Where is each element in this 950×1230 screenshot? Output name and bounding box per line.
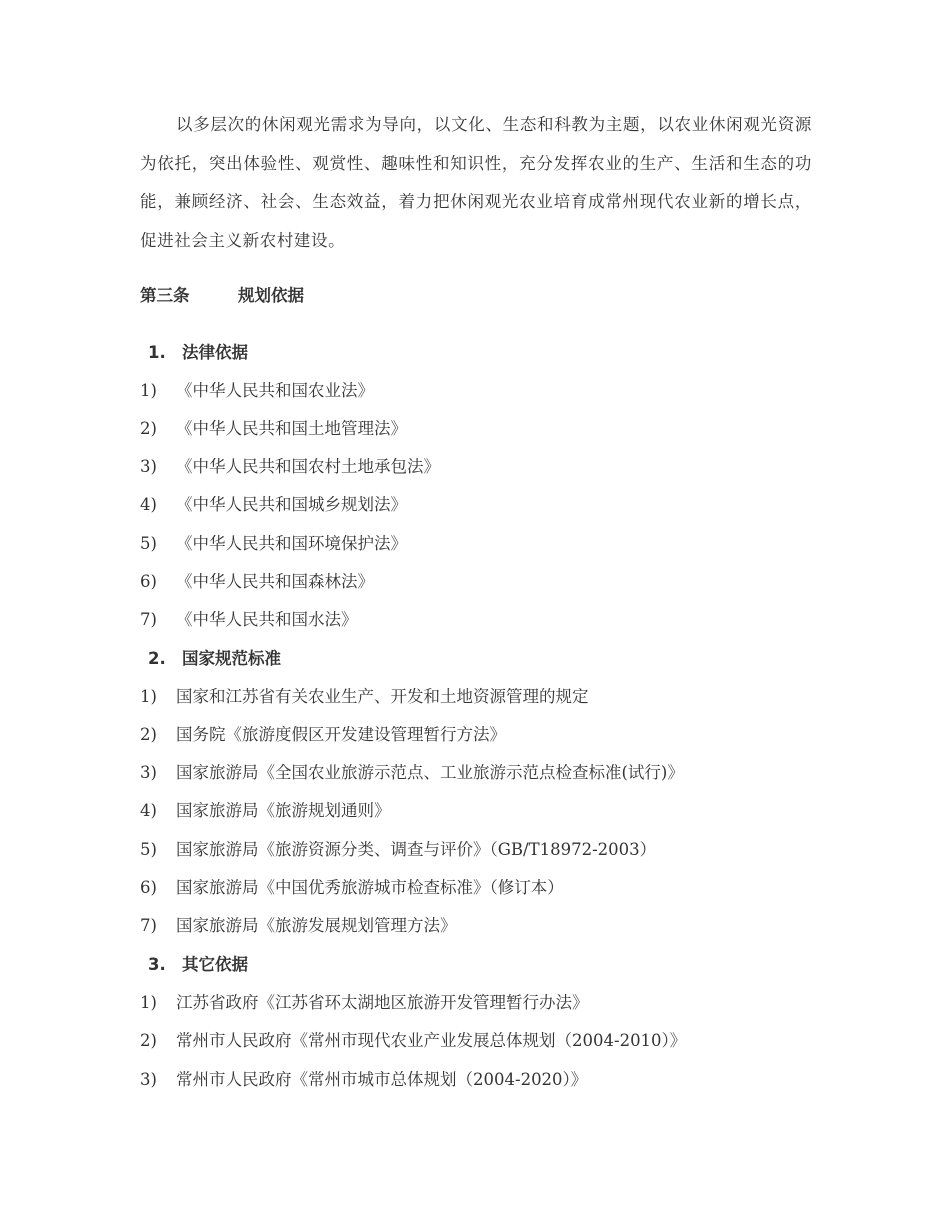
list-item: [140, 759, 684, 787]
item-text: 国家旅游局《旅游资源分类、调查与评价》（GB/T18972-2003）: [176, 840, 657, 859]
item-index: 1): [140, 687, 157, 706]
list-item: [140, 491, 407, 519]
item-text: 《中华人民共和国森林法》: [176, 572, 374, 591]
item-index: 4): [140, 495, 157, 514]
article-heading: [140, 282, 304, 310]
list-item: [140, 721, 506, 749]
item-text: 国家旅游局《全国农业旅游示范点、工业旅游示范点检查标准(试行)》: [176, 763, 684, 782]
item-text: 国务院《旅游度假区开发建设管理暂行方法》: [176, 725, 506, 744]
item-text: 《中华人民共和国农业法》: [176, 381, 374, 400]
article-number: 第三条: [140, 286, 190, 305]
item-index: 2): [140, 1031, 157, 1050]
item-index: 1): [140, 381, 157, 400]
item-index: 1): [140, 993, 157, 1012]
item-index: 5): [140, 534, 157, 553]
article-title: 规划依据: [238, 286, 304, 305]
item-text: 《中华人民共和国水法》: [176, 610, 358, 629]
list-item: [140, 989, 589, 1017]
item-index: 6): [140, 878, 157, 897]
section-index: 2.: [148, 649, 166, 668]
section-title: 其它依据: [182, 955, 248, 974]
item-text: 常州市人民政府《常州市城市总体规划（2004-2020）》: [176, 1070, 588, 1089]
item-index: 3): [140, 1070, 157, 1089]
item-text: 《中华人民共和国环境保护法》: [176, 534, 407, 553]
item-text: 《中华人民共和国土地管理法》: [176, 419, 407, 438]
item-index: 3): [140, 457, 157, 476]
section-heading-standards: [148, 645, 281, 673]
section-heading-legal: [148, 339, 248, 367]
item-text: 国家旅游局《旅游规划通则》: [176, 801, 391, 820]
list-item: [140, 1027, 686, 1055]
item-index: 7): [140, 916, 157, 935]
list-item: [140, 874, 564, 902]
intro-paragraph: 以多层次的休闲观光需求为导向，以文化、生态和科教为主题，以农业休闲观光资源为依托，突出体验性、观赏性、趣味性和知识性，充分发挥农业的生产、生活和生态的功能，兼顾经济、社会、生态效益，着力把休闲观光农业培育成常州现代农业新的增长点，促进社会主义新农村建设。: [140, 115, 812, 250]
item-text: 常州市人民政府《常州市现代农业产业发展总体规划（2004-2010）》: [176, 1031, 687, 1050]
list-item: [140, 453, 440, 481]
item-index: 3): [140, 763, 157, 782]
list-item: [140, 836, 656, 864]
section-index: 1.: [148, 343, 166, 362]
list-item: [140, 530, 407, 558]
section-heading-other: [148, 951, 248, 979]
list-item: [140, 912, 457, 940]
list-item: [140, 415, 407, 443]
list-item: [140, 377, 374, 405]
item-index: 4): [140, 801, 157, 820]
list-item: [140, 797, 391, 825]
item-index: 2): [140, 419, 157, 438]
item-index: 7): [140, 610, 157, 629]
list-item: [140, 1066, 587, 1094]
section-index: 3.: [148, 955, 166, 974]
item-index: 2): [140, 725, 157, 744]
item-text: 《中华人民共和国农村土地承包法》: [176, 457, 440, 476]
item-index: 6): [140, 572, 157, 591]
section-title: 法律依据: [182, 343, 248, 362]
section-title: 国家规范标准: [182, 649, 281, 668]
item-index: 5): [140, 840, 157, 859]
item-text: 国家和江苏省有关农业生产、开发和土地资源管理的规定: [176, 687, 589, 706]
item-text: 江苏省政府《江苏省环太湖地区旅游开发管理暂行办法》: [176, 993, 589, 1012]
list-item: [140, 568, 374, 596]
list-item: [140, 683, 589, 711]
list-item: [140, 606, 358, 634]
item-text: 国家旅游局《旅游发展规划管理方法》: [176, 916, 457, 935]
item-text: 国家旅游局《中国优秀旅游城市检查标准》（修订本）: [176, 878, 564, 897]
item-text: 《中华人民共和国城乡规划法》: [176, 495, 407, 514]
